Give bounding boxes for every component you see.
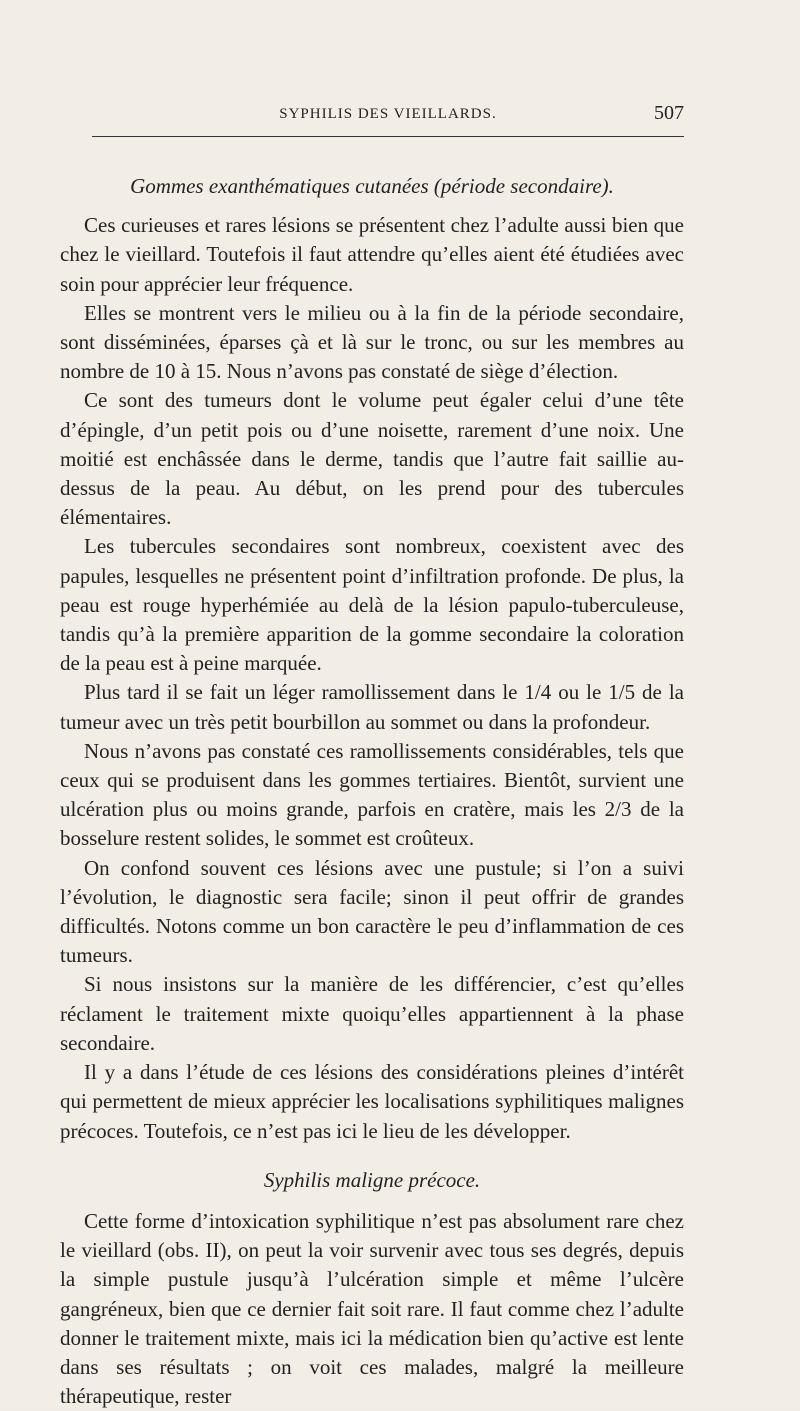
page-number: 507 bbox=[654, 102, 684, 124]
paragraph: Si nous insistons sur la manière de les différencier, c’est qu’elles réclament le traitement mixte quoiqu’elles appartiennent à la phase secondaire. bbox=[60, 972, 684, 1055]
page-body bbox=[60, 172, 684, 1411]
paragraph: Plus tard il se fait un léger ramollissement dans le 1/4 ou le 1/5 de la tumeur avec un très petit bourbillon au sommet ou dans la profondeur. bbox=[60, 680, 684, 734]
paragraph: Ce sont des tumeurs dont le volume peut égaler celui d’une tête d’épingle, d’un petit pois ou d’une noisette, rarement d’une noix. Une moitié est enchâssée dans le derme, tandis que l’autre fait saillie au-dessus de la peau. Au début, on les prend pour des tubercules élémentaires. bbox=[60, 388, 684, 530]
section-heading-syphilis-maligne: Syphilis maligne précoce. bbox=[263, 1167, 481, 1192]
paragraph: Nous n’avons pas constaté ces ramollissements considérables, tels que ceux qui se produisent dans les gommes tertiaires. Bientôt, survient une ulcération plus ou moins grande, parfois en cratère, mais les 2/3 de la bosselure restent solides, le sommet est croûteux. bbox=[60, 738, 684, 851]
header-rule bbox=[92, 136, 684, 137]
paragraph: On confond souvent ces lésions avec une pustule; si l’on a suivi l’évolution, le diagnostic sera facile; sinon il peut offrir de grandes difficultés. Notons comme un bon caractère le peu d’inflammation de ces tumeurs. bbox=[60, 855, 684, 968]
paragraph: Ces curieuses et rares lésions se présentent chez l’adulte aussi bien que chez le vieillard. Toutefois il faut attendre qu’elles aient été étudiées avec soin pour apprécier leur fréquence. bbox=[60, 213, 684, 296]
section-heading-gommes: Gommes exanthématiques cutanées (période secondaire). bbox=[130, 174, 614, 198]
running-title: SYPHILIS DES VIEILLARDS. bbox=[279, 106, 497, 122]
running-head bbox=[92, 100, 684, 130]
paragraph: Elles se montrent vers le milieu ou à la fin de la période secondaire, sont disséminées, éparses çà et là sur le tronc, ou sur les membres au nombre de 10 à 15. Nous n’avons pas constaté de siège d’élection. bbox=[60, 300, 684, 384]
paragraph: Cette forme d’intoxication syphilitique n’est pas absolument rare chez le vieillard (obs. II), on peut la voir survenir avec tous ses degrés, depuis la simple pustule jusqu’à l’ulcération simple et même l’ulcère gangréneux, bien que ce dernier fait soit rare. Il faut comme chez l’adulte donner le traitement mixte, mais ici la médication bien qu’active est lente dans ses résultats ; on voit ces malades, malgré la meilleure thérapeutique, rester bbox=[60, 1208, 684, 1409]
paragraph: Il y a dans l’étude de ces lésions des considérations pleines d’intérêt qui permettent de mieux apprécier les localisations syphilitiques malignes précoces. Toutefois, ce n’est pas ici le lieu de les développer. bbox=[60, 1060, 684, 1143]
paragraph: Les tubercules secondaires sont nombreux, coexistent avec des papules, lesquelles ne présentent point d’infiltration profonde. De plus, la peau est rouge hyperhémiée au delà de la lésion papulo-tuberculeuse, tandis qu’à la première apparition de la gomme secondaire la coloration de la peau est à peine marquée. bbox=[60, 534, 684, 676]
